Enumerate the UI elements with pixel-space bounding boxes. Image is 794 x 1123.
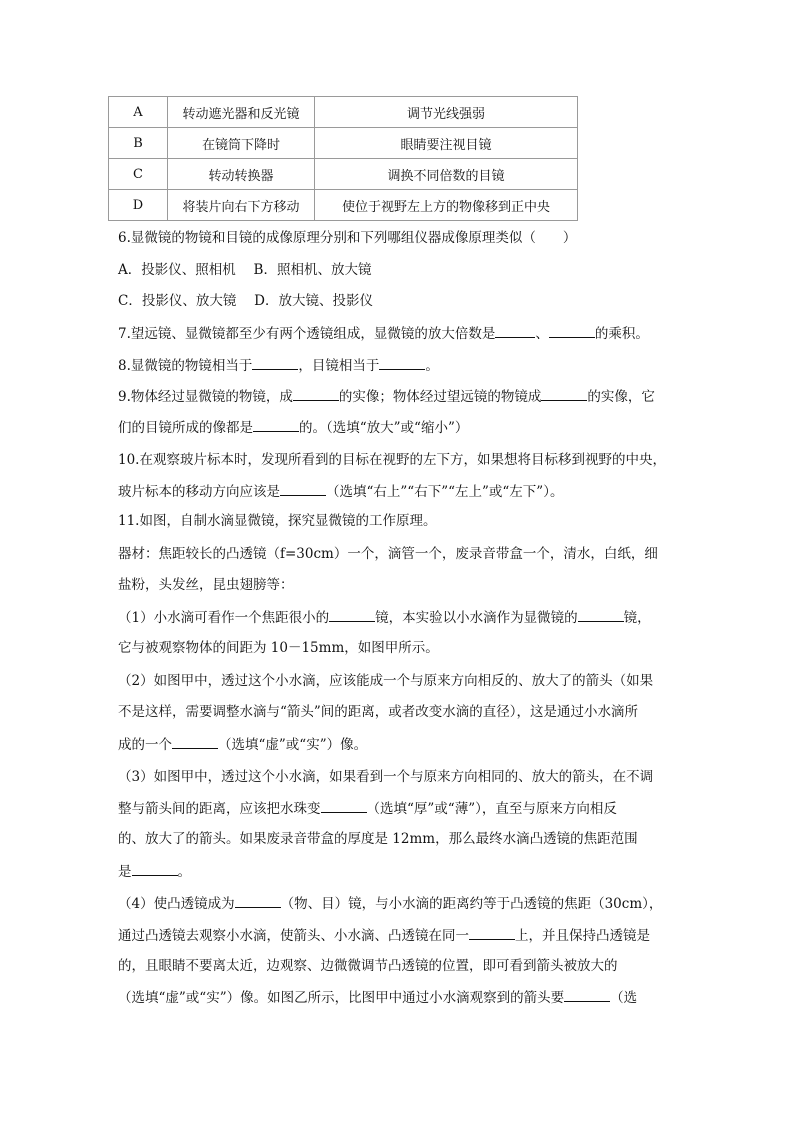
part-2-line-3 (118, 736, 367, 753)
answer-blank (578, 609, 624, 622)
part-2-line-1 (118, 673, 653, 689)
purpose-cell: 调节光线强弱 (315, 97, 578, 128)
part-4-line-1 (118, 895, 662, 912)
question-9-line-2 (118, 419, 468, 436)
part-2-line-2 (118, 704, 638, 720)
text-segment: 。 (425, 358, 439, 374)
text-segment: （选 (610, 990, 638, 1006)
text-segment: 它与被观察物体的间距为 10－15mm，如图甲所示。 (118, 640, 439, 656)
answer-blank (293, 388, 339, 401)
answer-blank (172, 736, 218, 749)
part-4-line-4 (118, 989, 637, 1006)
text-segment: 不是这样，需要调整水滴与“箭头”间的距离，或者改变水滴的直径），这是通过小水滴所 (118, 704, 639, 720)
operation-cell: 转动遮光器和反光镜 (168, 97, 315, 128)
answer-blank (280, 483, 326, 496)
text-segment: 通过凸透镜去观察小水滴，使箭头、小水滴、凸透镜在同一 (118, 928, 469, 944)
options-table (108, 96, 578, 221)
text-segment: 。 (177, 864, 191, 880)
question-11-stem (118, 513, 436, 529)
answer-blank (253, 419, 299, 432)
answer-blank (329, 609, 375, 622)
question-10-line-2 (118, 483, 563, 500)
option-letter: D (109, 190, 168, 221)
part-1-line-2 (118, 640, 439, 656)
text-segment: 镜， (623, 610, 651, 626)
text-segment: 11.如图，自制水滴显微镜，探究显微镜的工作原理。 (118, 513, 437, 529)
answer-blank (252, 357, 298, 370)
question-10-line-1 (118, 452, 666, 468)
operation-cell: 将装片向右下方移动 (168, 190, 315, 221)
question-9-line-1 (118, 388, 655, 405)
text-segment: 整与箭头间的距离，应该把水珠变 (118, 801, 321, 817)
text-segment: 成的一个 (118, 737, 172, 753)
answer-blank (132, 863, 178, 876)
part-3-line-2 (118, 800, 617, 817)
text-segment: 7.望远镜、显微镜都至少有两个透镜组成，显微镜的放大倍数是 (118, 326, 496, 342)
text-segment: 们的目镜所成的像都是 (118, 420, 253, 436)
text-segment: 盐粉，头发丝，昆虫翅膀等： (118, 577, 294, 593)
text-segment: 的实像；物体经过望远镜的物镜成 (338, 389, 542, 405)
text-segment: （1）小水滴可看作一个焦距很小的 (118, 610, 330, 626)
operation-cell: 在镜筒下降时 (168, 128, 315, 159)
purpose-cell: 眼睛要注视目镜 (315, 128, 578, 159)
text-segment: （物、目）镜，与小水滴的距离约等于凸透镜的焦距（30cm）， (280, 896, 663, 912)
text-segment: （2）如图甲中，透过这个小水滴，应该能成一个与原来方向相反的、放大了的箭头（如果 (118, 673, 654, 689)
text-segment: （选填“虚”或“实”）像。 (218, 737, 368, 753)
option-letter: B (109, 128, 168, 159)
text-segment: ，目镜相当于 (298, 358, 380, 374)
text-segment: 9.物体经过显微镜的物镜，成 (118, 389, 293, 405)
text-segment: 器材：焦距较长的凸透镜（f=30cm）一个，滴管一个，废录音带盒一个，清水，白纸，细 (118, 546, 658, 562)
answer-blank (541, 388, 587, 401)
text-segment: 的乘积。 (594, 326, 649, 342)
text-segment: 10.在观察玻片标本时，发现所看到的目标在视野的左下方，如果想将目标移到视野的中央， (118, 452, 666, 468)
materials-line-2 (118, 577, 294, 593)
text-segment: 的、放大了的箭头。如果废录音带盒的厚度是 12mm，那么最终水滴凸透镜的焦距范围 (118, 831, 638, 847)
table-row (109, 128, 578, 159)
text-segment: 的。（选填“放大”或“缩小”） (299, 420, 469, 436)
part-4-line-3 (118, 958, 618, 974)
answer-blank (469, 927, 515, 940)
part-3-line-4 (118, 863, 191, 880)
text-segment: 的，且眼睛不要离太近，边观察、边微微调节凸透镜的位置，即可看到箭头被放大的 (118, 958, 618, 974)
answer-blank (379, 357, 425, 370)
answer-blank (495, 325, 535, 338)
text-segment: 玻片标本的移动方向应该是 (118, 484, 280, 500)
part-3-line-1 (118, 769, 653, 785)
option-letter: A (109, 97, 168, 128)
operation-cell: 转动转换器 (168, 159, 315, 190)
text-segment: 镜，本实验以小水滴作为显微镜的 (375, 610, 578, 626)
text-segment: 的实像，它 (587, 389, 655, 405)
materials-line-1 (118, 546, 658, 562)
purpose-cell: 使位于视野左上方的物像移到正中央 (315, 190, 578, 221)
part-4-line-2 (118, 927, 650, 944)
question-7 (118, 325, 649, 342)
text-segment: 是 (118, 864, 132, 880)
text-segment: 8.显微镜的物镜相当于 (118, 358, 253, 374)
question-8 (118, 357, 439, 374)
part-3-line-3 (118, 831, 638, 847)
answer-blank (564, 989, 610, 1002)
question-6-stem (118, 230, 576, 246)
text-segment: （4）使凸透镜成为 (118, 896, 235, 912)
text-segment: （选填“右上”“右下”“左上”或“左下”）。 (326, 484, 564, 500)
text-segment: 、 (535, 326, 549, 342)
part-1-line-1 (118, 609, 651, 626)
table-row (109, 97, 578, 128)
answer-blank (235, 895, 281, 908)
table-row (109, 159, 578, 190)
answer-blank (321, 800, 367, 813)
table-row (109, 190, 578, 221)
answer-blank (549, 325, 595, 338)
option-letter: C (109, 159, 168, 190)
text-segment: A．投影仪、照相机 B．照相机、放大镜 (118, 262, 372, 278)
text-segment: 上，并且保持凸透镜是 (515, 928, 650, 944)
text-segment: （选填“厚”或“薄”），直至与原来方向相反 (366, 801, 617, 817)
text-segment: （3）如图甲中，透过这个小水滴，如果看到一个与原来方向相同的、放大的箭头，在不调 (118, 769, 654, 785)
text-segment: （选填“虚”或“实”）像。如图乙所示，比图甲中通过小水滴观察到的箭头要 (118, 990, 565, 1006)
text-segment: C．投影仪、放大镜 D．放大镜、投影仪 (118, 293, 373, 309)
question-6-options-cd (118, 293, 373, 309)
text-segment: 6.显微镜的物镜和目镜的成像原理分别和下列哪组仪器成像原理类似（ ） (118, 230, 577, 246)
question-6-options-ab (118, 262, 371, 278)
purpose-cell: 调换不同倍数的目镜 (315, 159, 578, 190)
